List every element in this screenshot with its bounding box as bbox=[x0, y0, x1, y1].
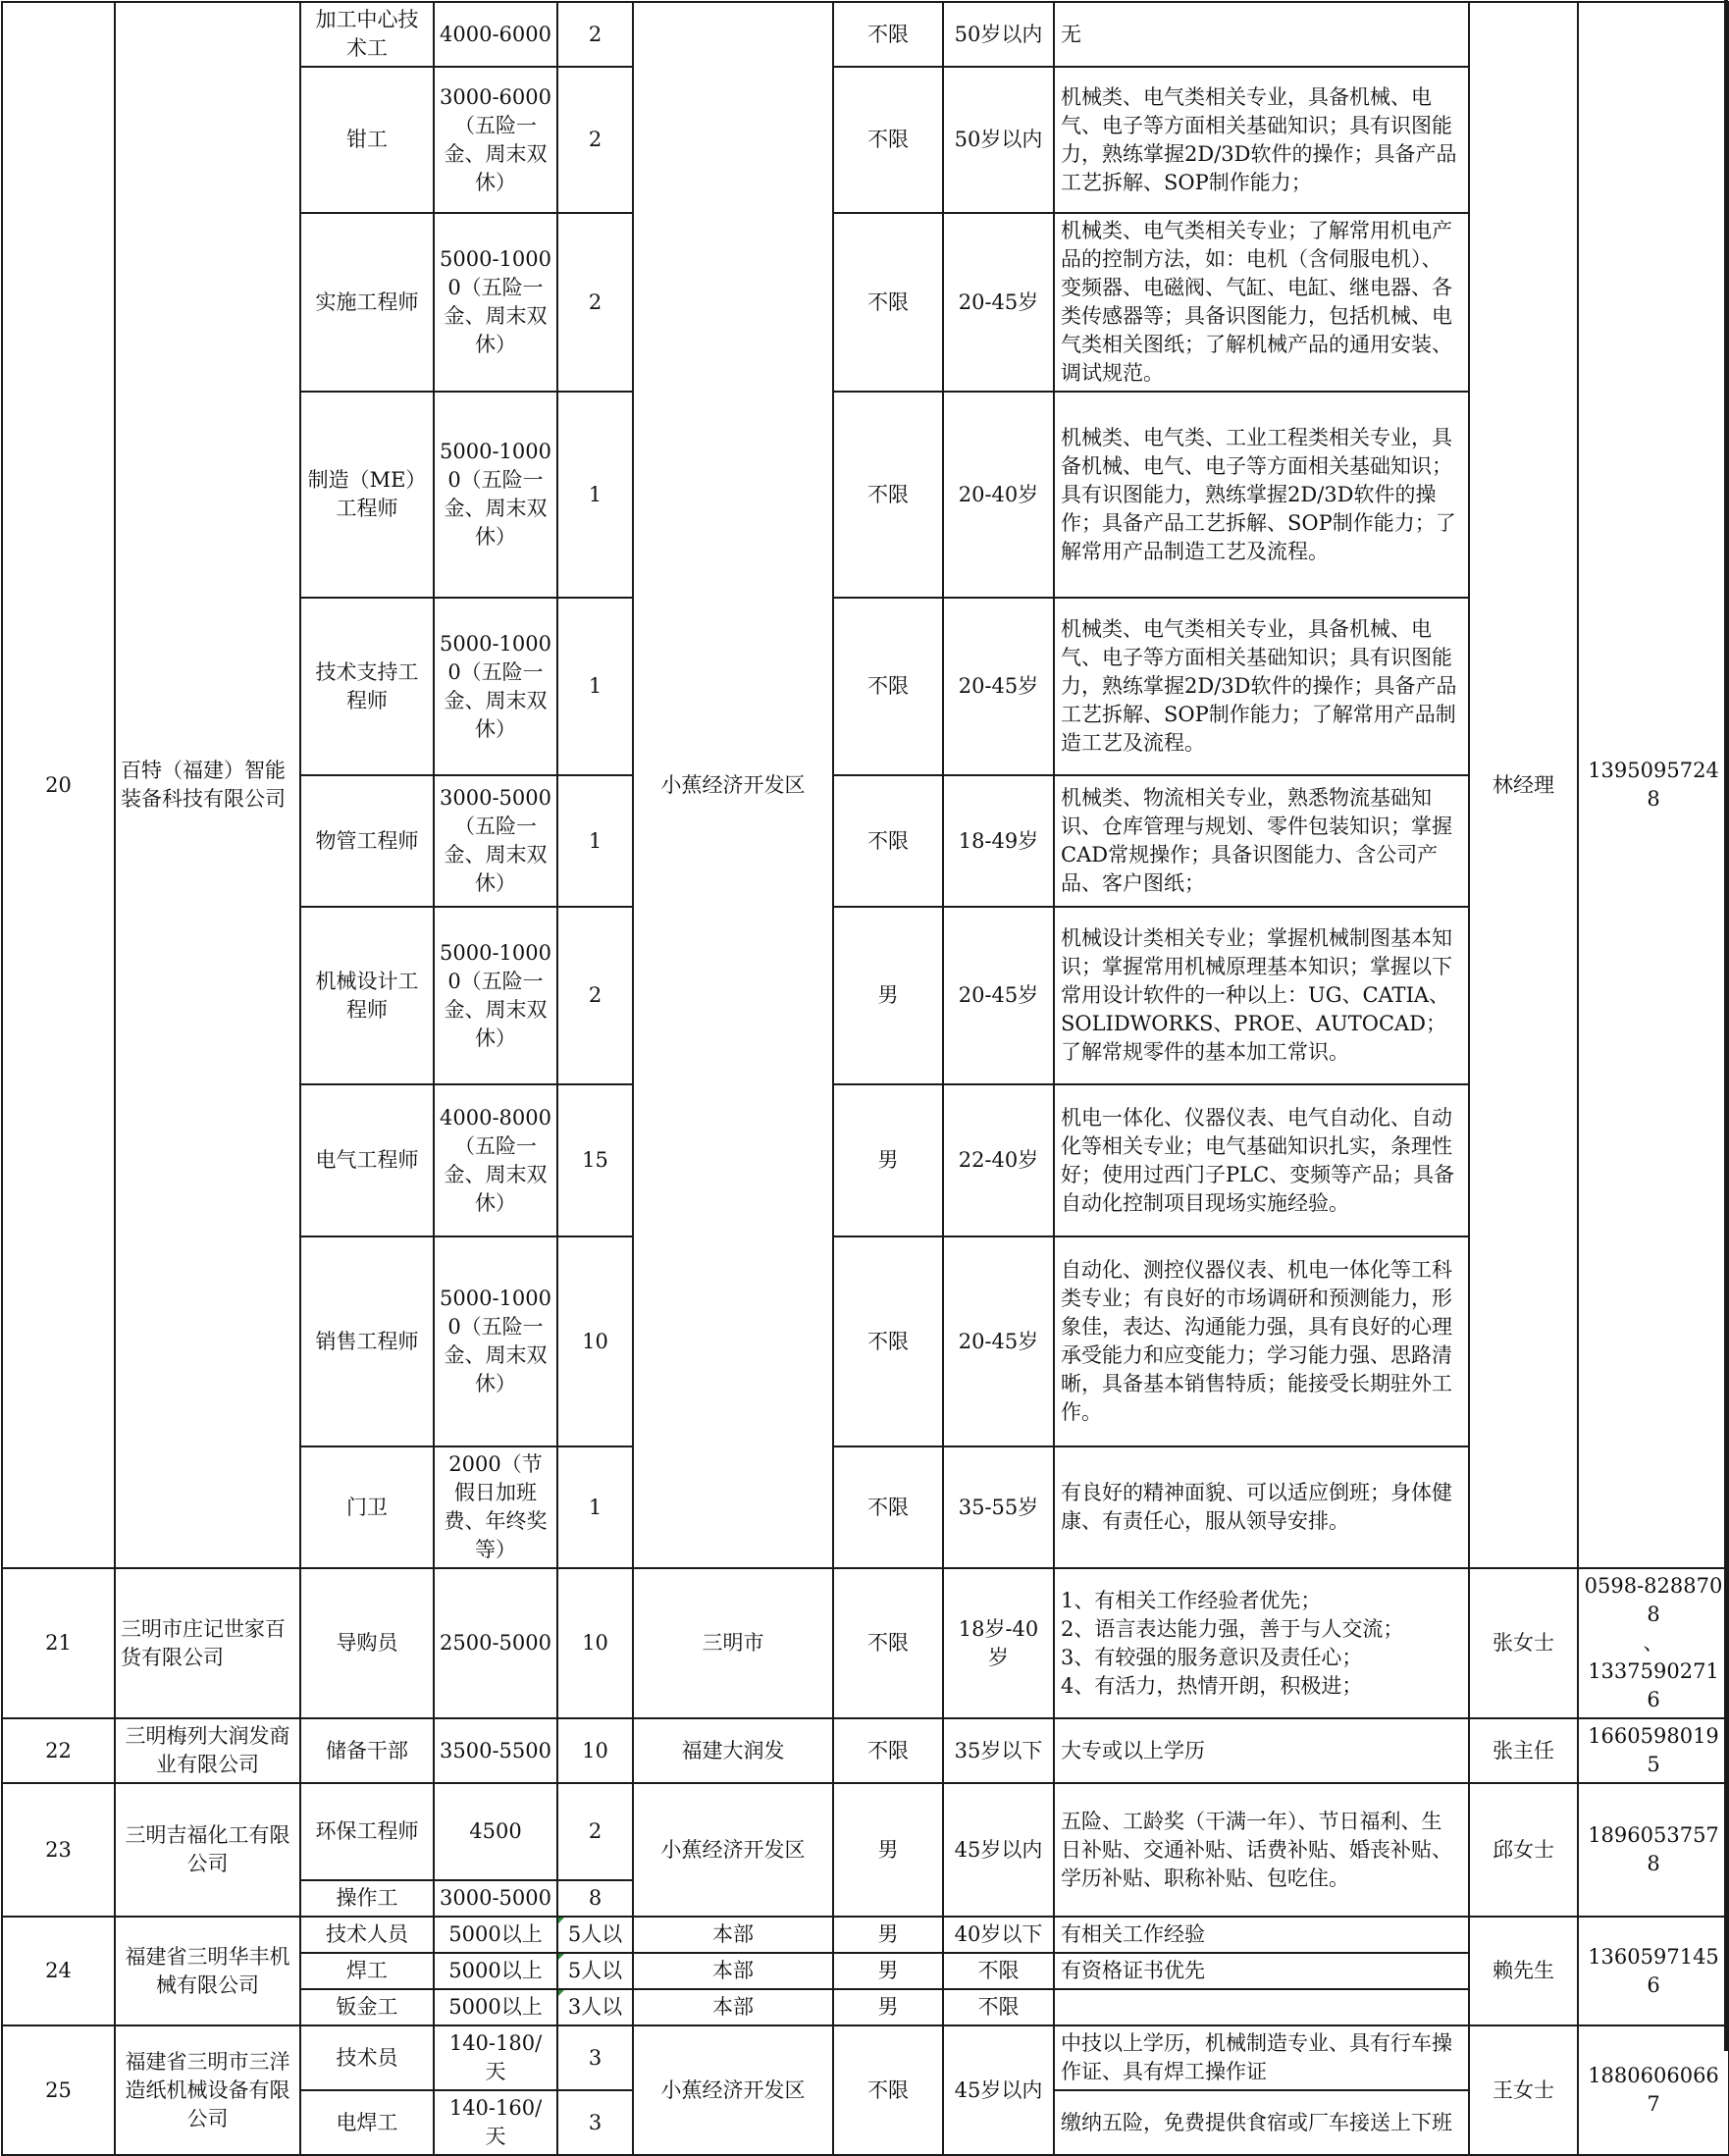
job-requirements: 五险、工龄奖（干满一年）、节日福利、生日补贴、交通补贴、话费补贴、婚丧补贴、学历补贴、职称补贴、包吃住。 bbox=[1054, 1783, 1469, 1917]
job-gender: 不限 bbox=[833, 392, 943, 598]
job-location: 小蕉经济开发区 bbox=[633, 2025, 833, 2155]
job-requirements: 机电一体化、仪器仪表、电气自动化、自动化等相关专业；电气基础知识扎实，条理性好；使用过西门子PLC、变频等产品；具备自动化控制项目现场实施经验。 bbox=[1054, 1084, 1469, 1236]
job-age: 45岁以内 bbox=[943, 1783, 1054, 1917]
job-title: 机械设计工程师 bbox=[300, 907, 434, 1084]
table-row bbox=[2, 2, 1729, 67]
job-location: 小蕉经济开发区 bbox=[633, 2, 833, 1568]
job-gender: 男 bbox=[833, 1084, 943, 1236]
job-title: 环保工程师 bbox=[300, 1783, 434, 1880]
contact-person: 赖先生 bbox=[1469, 1917, 1578, 2025]
company-name: 福建省三明华丰机械有限公司 bbox=[115, 1917, 300, 2025]
job-count: 2 bbox=[557, 1783, 633, 1880]
job-count: 1 bbox=[557, 1446, 633, 1568]
job-requirements: 有良好的精神面貌、可以适应倒班；身体健康、有责任心，服从领导安排。 bbox=[1054, 1446, 1469, 1568]
job-age: 不限 bbox=[943, 1953, 1054, 1989]
job-count: 1 bbox=[557, 392, 633, 598]
job-title: 技术支持工程师 bbox=[300, 598, 434, 775]
contact-person: 邱女士 bbox=[1469, 1783, 1578, 1917]
phone-separator: 、 bbox=[1643, 1631, 1664, 1655]
job-age: 35岁以下 bbox=[943, 1718, 1054, 1783]
job-title: 技术人员 bbox=[300, 1917, 434, 1953]
job-requirements bbox=[1054, 1989, 1469, 2025]
job-salary: 5000-10000（五险一金、周末双休） bbox=[434, 598, 557, 775]
job-requirements: 有资格证书优先 bbox=[1054, 1953, 1469, 1989]
job-gender: 不限 bbox=[833, 1568, 943, 1718]
job-requirements: 机械类、电气类相关专业，具备机械、电气、电子等方面相关基础知识；具有识图能力，熟练掌握2D/3D软件的操作；具备产品工艺拆解、SOP制作能力；了解常用产品制造工艺及流程。 bbox=[1054, 598, 1469, 775]
job-salary: 140-180/天 bbox=[434, 2025, 557, 2090]
job-count: 3 bbox=[557, 2025, 633, 2090]
job-salary: 2000（节假日加班费、年终奖等） bbox=[434, 1446, 557, 1568]
job-title: 焊工 bbox=[300, 1953, 434, 1989]
job-title: 物管工程师 bbox=[300, 775, 434, 907]
job-age: 35-55岁 bbox=[943, 1446, 1054, 1568]
job-requirements: 中技以上学历，机械制造专业、具有行车操作证、具有焊工操作证 bbox=[1054, 2025, 1469, 2090]
company-name: 三明市庄记世家百货有限公司 bbox=[115, 1568, 300, 1718]
job-age: 18-49岁 bbox=[943, 775, 1054, 907]
job-requirements: 机械类、物流相关专业，熟悉物流基础知识、仓库管理与规划、零件包装知识；掌握CAD常规操作；具备识图能力、含公司产品、客户图纸； bbox=[1054, 775, 1469, 907]
job-title: 导购员 bbox=[300, 1568, 434, 1718]
company-no: 24 bbox=[2, 1917, 115, 2025]
job-count: 2 bbox=[557, 907, 633, 1084]
job-gender: 男 bbox=[833, 1989, 943, 2025]
job-title: 钳工 bbox=[300, 67, 434, 213]
job-age: 20-45岁 bbox=[943, 1236, 1054, 1446]
job-salary: 140-160/天 bbox=[434, 2090, 557, 2155]
recruitment-table bbox=[1, 1, 1729, 2156]
job-count: 5人以 bbox=[557, 1917, 633, 1953]
company-no: 20 bbox=[2, 2, 115, 1568]
job-requirements: 自动化、测控仪器仪表、机电一体化等工科类专业；有良好的市场调研和预测能力，形象佳，表达、沟通能力强，具有良好的心理承受能力和应变能力；学习能力强、思路清晰，具备基本销售特质；能接受长期驻外工作。 bbox=[1054, 1236, 1469, 1446]
contact-phone: 18960537578 bbox=[1578, 1783, 1729, 1917]
contact-phone: 16605980195 bbox=[1578, 1718, 1729, 1783]
job-requirements: 机械设计类相关专业；掌握机械制图基本知识；掌握常用机械原理基本知识；掌握以下常用设计软件的一种以上：UG、CATIA、SOLIDWORKS、PROE、AUTOCAD；了解常规零件的基本加工常识。 bbox=[1054, 907, 1469, 1084]
job-salary: 3000-5000（五险一金、周末双休） bbox=[434, 775, 557, 907]
job-count: 15 bbox=[557, 1084, 633, 1236]
job-age: 不限 bbox=[943, 1989, 1054, 2025]
table-row bbox=[2, 2025, 1729, 2090]
job-count: 10 bbox=[557, 1718, 633, 1783]
company-no: 22 bbox=[2, 1718, 115, 1783]
job-requirements: 缴纳五险，免费提供食宿或厂车接送上下班 bbox=[1054, 2090, 1469, 2155]
job-title: 电气工程师 bbox=[300, 1084, 434, 1236]
job-gender: 男 bbox=[833, 907, 943, 1084]
job-count: 1 bbox=[557, 598, 633, 775]
job-count: 2 bbox=[557, 2, 633, 67]
job-gender: 男 bbox=[833, 1917, 943, 1953]
company-name: 三明梅列大润发商业有限公司 bbox=[115, 1718, 300, 1783]
job-title: 门卫 bbox=[300, 1446, 434, 1568]
job-gender: 不限 bbox=[833, 1718, 943, 1783]
contact-phone: 13605971456 bbox=[1578, 1917, 1729, 2025]
job-title: 储备干部 bbox=[300, 1718, 434, 1783]
phone-line: 0598-8288708 bbox=[1584, 1574, 1723, 1626]
job-title: 钣金工 bbox=[300, 1989, 434, 2025]
job-salary: 5000以上 bbox=[434, 1989, 557, 2025]
job-title: 电焊工 bbox=[300, 2090, 434, 2155]
job-salary: 5000-10000（五险一金、周末双休） bbox=[434, 1236, 557, 1446]
job-count: 1 bbox=[557, 775, 633, 907]
job-age: 45岁以内 bbox=[943, 2025, 1054, 2155]
job-gender: 男 bbox=[833, 1953, 943, 1989]
job-gender: 不限 bbox=[833, 213, 943, 392]
company-name: 三明吉福化工有限公司 bbox=[115, 1783, 300, 1917]
job-location: 本部 bbox=[633, 1953, 833, 1989]
job-age: 20-45岁 bbox=[943, 598, 1054, 775]
job-title: 制造（ME）工程师 bbox=[300, 392, 434, 598]
job-salary: 2500-5000 bbox=[434, 1568, 557, 1718]
recruitment-table-sheet bbox=[1, 1, 1728, 2148]
contact-person: 王女士 bbox=[1469, 2025, 1578, 2155]
job-gender: 不限 bbox=[833, 1236, 943, 1446]
company-no: 21 bbox=[2, 1568, 115, 1718]
job-requirements: 无 bbox=[1054, 2, 1469, 67]
job-location: 本部 bbox=[633, 1917, 833, 1953]
job-location: 小蕉经济开发区 bbox=[633, 1783, 833, 1917]
job-count: 10 bbox=[557, 1236, 633, 1446]
job-salary: 3500-5500 bbox=[434, 1718, 557, 1783]
contact-person: 张女士 bbox=[1469, 1568, 1578, 1718]
company-no: 23 bbox=[2, 1783, 115, 1917]
job-age: 22-40岁 bbox=[943, 1084, 1054, 1236]
job-title: 技术员 bbox=[300, 2025, 434, 2090]
job-salary: 5000-10000（五险一金、周末双休） bbox=[434, 392, 557, 598]
job-salary: 5000-10000（五险一金、周末双休） bbox=[434, 213, 557, 392]
job-gender: 不限 bbox=[833, 1446, 943, 1568]
job-age: 20-40岁 bbox=[943, 392, 1054, 598]
job-requirements: 机械类、电气类相关专业，具备机械、电气、电子等方面相关基础知识；具有识图能力，熟练掌握2D/3D软件的操作；具备产品工艺拆解、SOP制作能力； bbox=[1054, 67, 1469, 213]
contact-phone: 18806060667 bbox=[1578, 2025, 1729, 2155]
contact-phone: 13950957248 bbox=[1578, 2, 1729, 1568]
job-requirements: 机械类、电气类、工业工程类相关专业，具备机械、电气、电子等方面相关基础知识；具有识图能力，熟练掌握2D/3D软件的操作；具备产品工艺拆解、SOP制作能力；了解常用产品制造工艺及流程。 bbox=[1054, 392, 1469, 598]
job-title: 实施工程师 bbox=[300, 213, 434, 392]
job-title: 操作工 bbox=[300, 1880, 434, 1917]
job-location: 本部 bbox=[633, 1989, 833, 2025]
job-count: 3 bbox=[557, 2090, 633, 2155]
job-age: 20-45岁 bbox=[943, 213, 1054, 392]
requirement-line: 4、有活力，热情开朗，积极进； bbox=[1061, 1673, 1363, 1698]
job-count: 5人以 bbox=[557, 1953, 633, 1989]
job-age: 18岁-40岁 bbox=[943, 1568, 1054, 1718]
table-row bbox=[2, 1568, 1729, 1718]
job-gender: 不限 bbox=[833, 2025, 943, 2155]
job-title: 销售工程师 bbox=[300, 1236, 434, 1446]
job-gender: 不限 bbox=[833, 598, 943, 775]
job-count: 10 bbox=[557, 1568, 633, 1718]
job-count: 2 bbox=[557, 67, 633, 213]
requirement-line: 1、有相关工作经验者优先； bbox=[1061, 1588, 1322, 1612]
job-gender: 不限 bbox=[833, 67, 943, 213]
job-salary: 5000以上 bbox=[434, 1953, 557, 1989]
requirement-line: 2、语言表达能力强，善于与人交流； bbox=[1061, 1616, 1404, 1641]
job-salary: 3000-6000（五险一金、周末双休） bbox=[434, 67, 557, 213]
job-salary: 3000-5000 bbox=[434, 1880, 557, 1917]
requirement-line: 3、有较强的服务意识及责任心； bbox=[1061, 1645, 1363, 1669]
job-age: 50岁以内 bbox=[943, 67, 1054, 213]
job-requirements bbox=[1054, 1568, 1469, 1718]
job-title: 加工中心技术工 bbox=[300, 2, 434, 67]
job-age: 40岁以下 bbox=[943, 1917, 1054, 1953]
job-salary: 4000-6000 bbox=[434, 2, 557, 67]
phone-line: 13375902716 bbox=[1588, 1659, 1719, 1711]
job-age: 50岁以内 bbox=[943, 2, 1054, 67]
job-salary: 5000-10000（五险一金、周末双休） bbox=[434, 907, 557, 1084]
job-count: 3人以 bbox=[557, 1989, 633, 2025]
job-gender: 不限 bbox=[833, 775, 943, 907]
job-requirements: 有相关工作经验 bbox=[1054, 1917, 1469, 1953]
job-salary: 5000以上 bbox=[434, 1917, 557, 1953]
job-location: 福建大润发 bbox=[633, 1718, 833, 1783]
table-row bbox=[2, 1917, 1729, 1953]
table-row bbox=[2, 1718, 1729, 1783]
contact-phone bbox=[1578, 1568, 1729, 1718]
job-salary: 4500 bbox=[434, 1783, 557, 1880]
job-gender: 男 bbox=[833, 1783, 943, 1917]
page-right-border bbox=[1724, 0, 1728, 2051]
job-location: 三明市 bbox=[633, 1568, 833, 1718]
company-name: 福建省三明市三洋造纸机械设备有限公司 bbox=[115, 2025, 300, 2155]
job-age: 20-45岁 bbox=[943, 907, 1054, 1084]
job-requirements: 机械类、电气类相关专业；了解常用机电产品的控制方法，如：电机（含伺服电机）、变频器、电磁阀、气缸、电缸、继电器、各类传感器等；具备识图能力，包括机械、电气类相关图纸；了解机械产品的通用安装、调试规范。 bbox=[1054, 213, 1469, 392]
company-no: 25 bbox=[2, 2025, 115, 2155]
contact-person: 林经理 bbox=[1469, 2, 1578, 1568]
job-requirements: 大专或以上学历 bbox=[1054, 1718, 1469, 1783]
company-name: 百特（福建）智能装备科技有限公司 bbox=[115, 2, 300, 1568]
table-row bbox=[2, 1783, 1729, 1880]
job-count: 2 bbox=[557, 213, 633, 392]
job-gender: 不限 bbox=[833, 2, 943, 67]
job-count: 8 bbox=[557, 1880, 633, 1917]
job-salary: 4000-8000（五险一金、周末双休） bbox=[434, 1084, 557, 1236]
contact-person: 张主任 bbox=[1469, 1718, 1578, 1783]
